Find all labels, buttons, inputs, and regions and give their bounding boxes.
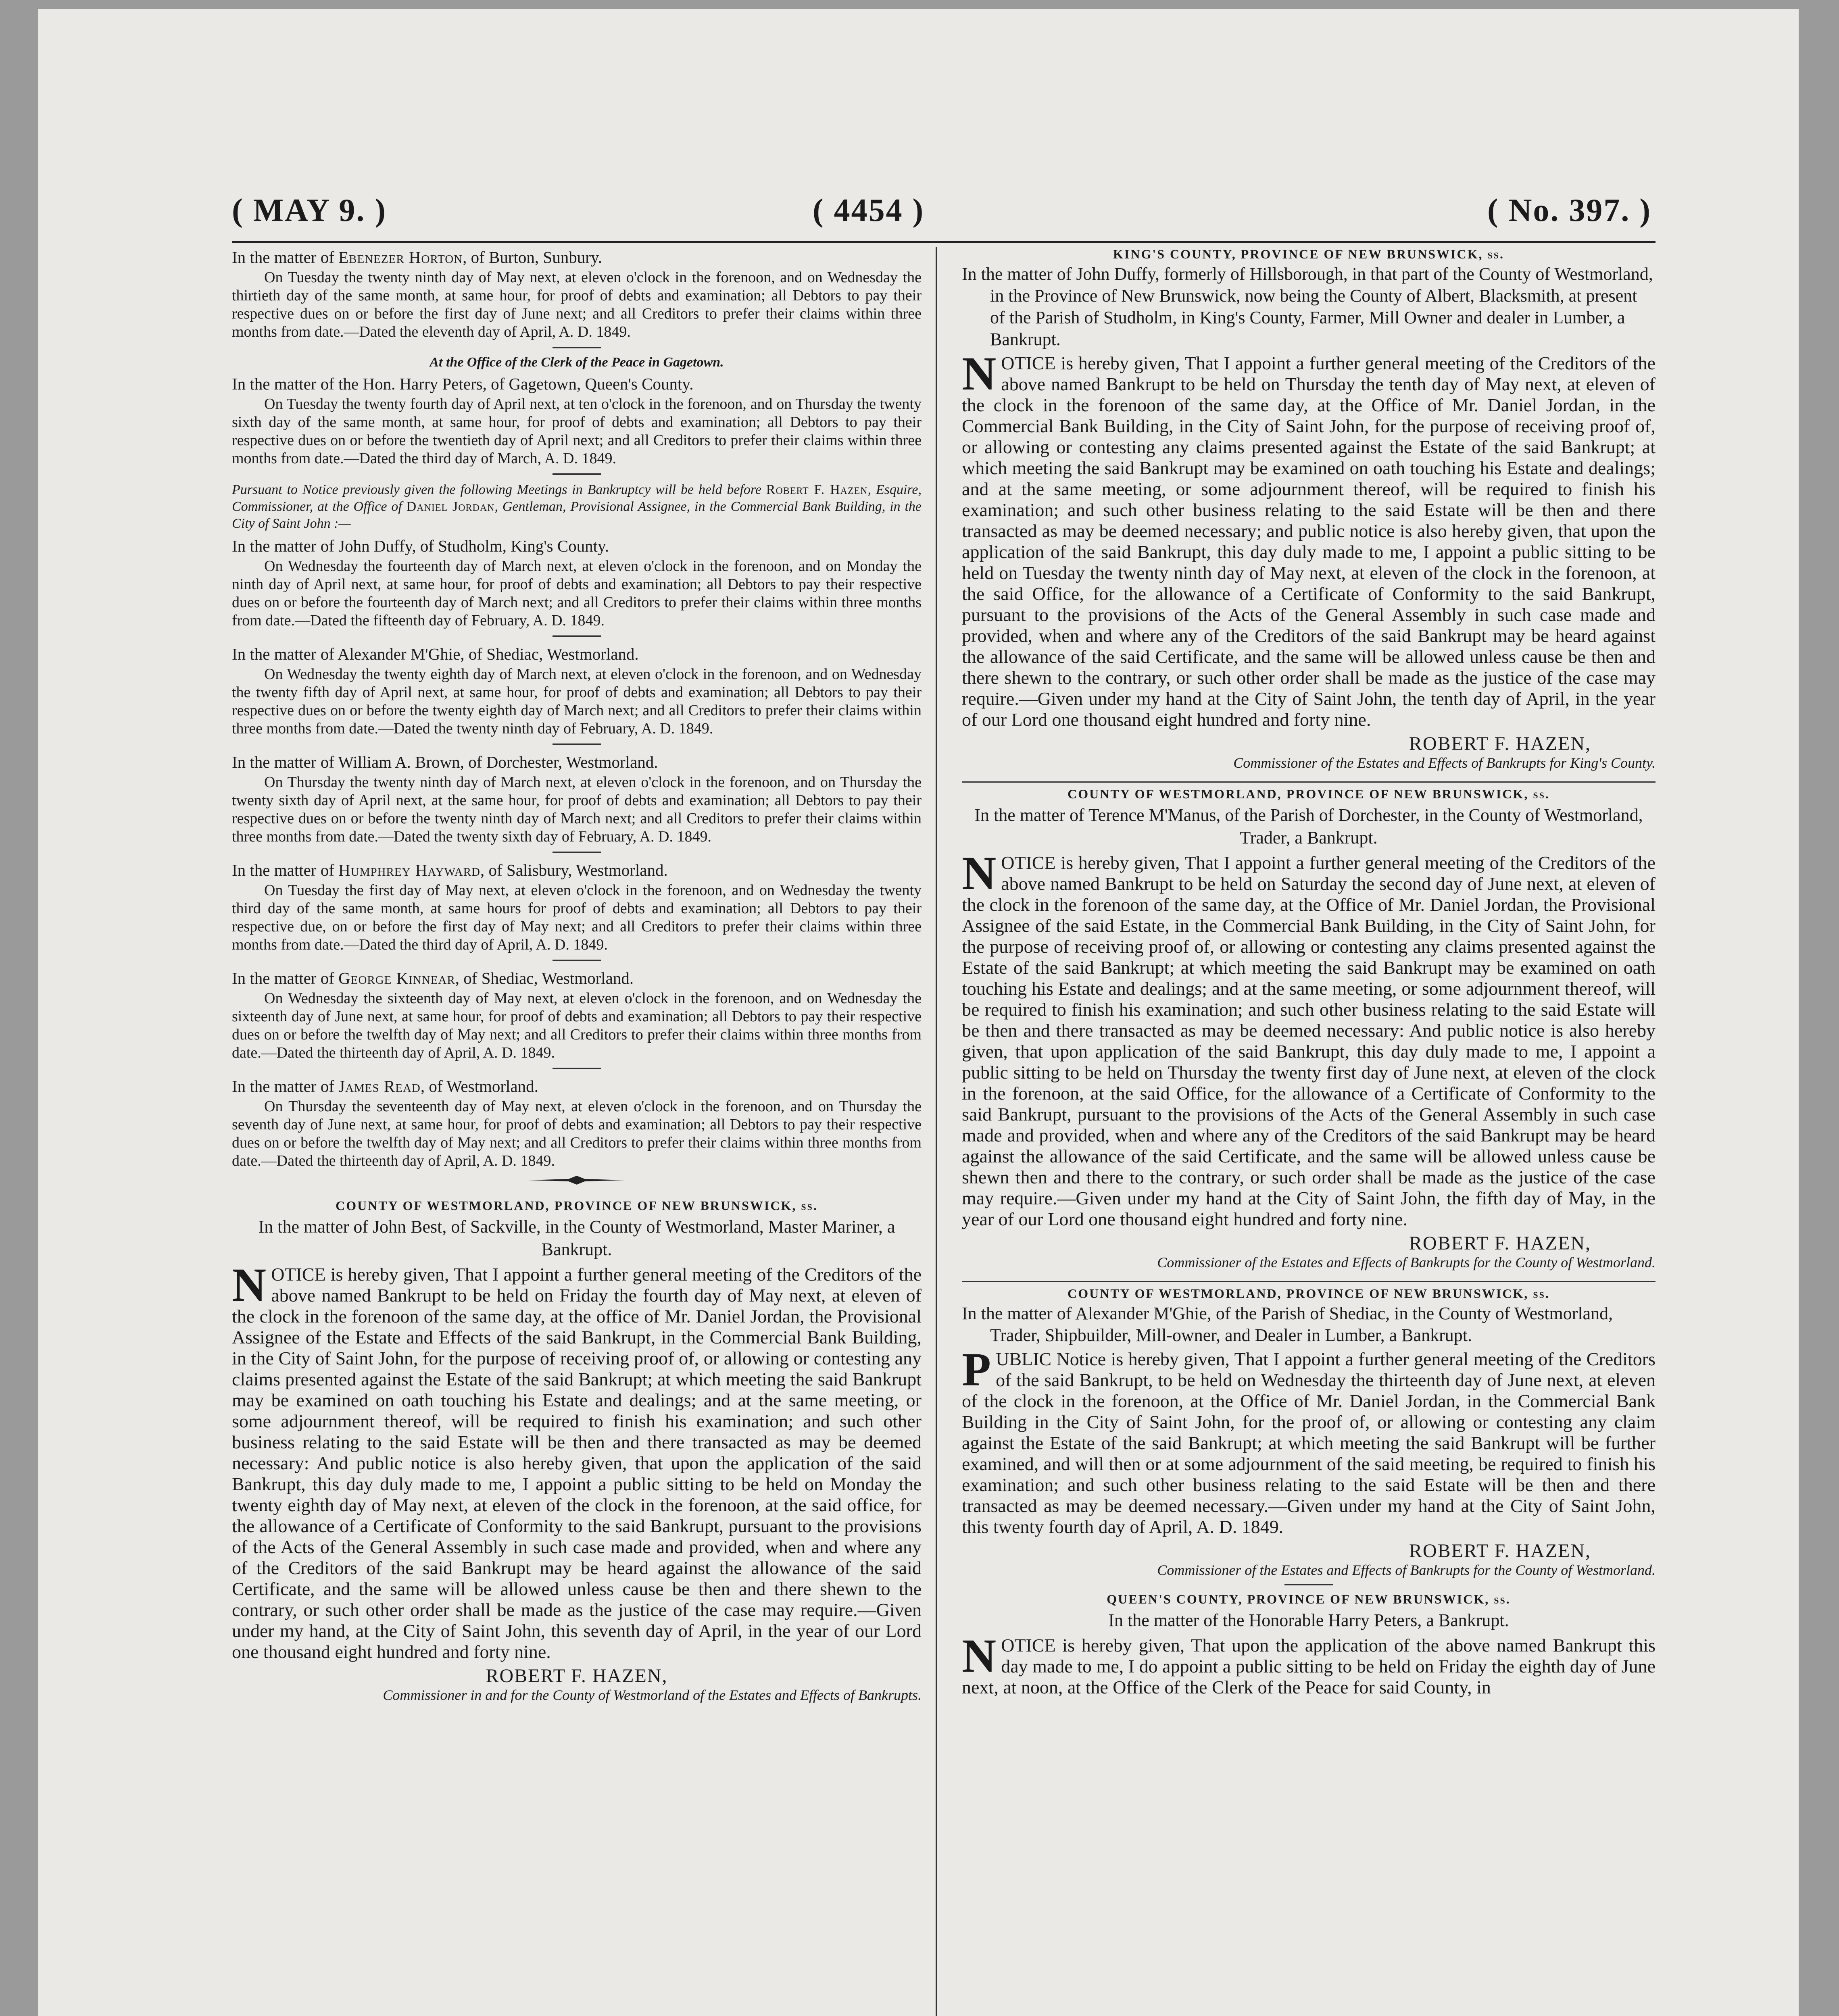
notice-body: NOTICE is hereby given, That I appoint a further general meeting of the Creditors of the above named Bankrupt to be held on Friday the fourth day of May next, at eleven of the clock in the forenoon of the same day, at the office of Mr. Daniel Jordan, the Provisional Assignee of the Estate and Effects of the said Bankrupt, in the Commercial Bank Building, in the City of Saint John, for the purpose of receiving proof of, or allowing or contesting any claims presented against the Estate of the said Bankrupt; at which meeting the said Bankrupt may be examined on oath touching his Estate and dealings; and at the same meeting, or some adjournment thereof, will be required to finish his examination; and such other business relating to the said Estate will be then and there transacted as may be deemed necessary: And public notice is also hereby given, that upon the application of the said Bankrupt, this day duly made to me, I appoint a public sitting to be held on Monday the twenty eighth day of May next, at eleven of the clock in the forenoon, at the said office, for the allowance of a Certificate of Conformity to the said Bankrupt, pursuant to the provisions of the Acts of the General Assembly in such case made and provided, when and where any of the Creditors of the said Bankrupt may be heard against the allowance of the said Certificate, and the same will be allowed unless cause be then and there shewn to the contrary, or such other order shall be made as the justice of the case may require.—Given under my hand, at the City of Saint John, this seventh day of April, in the year of our Lord one thousand eight hundred and forty nine.	[232, 1258, 922, 1662]
signature-title: Commissioner of the Estates and Effects of Bankrupts for the County of Westmorland.	[1157, 1562, 1656, 1578]
county-heading: KING'S COUNTY, PROVINCE OF NEW BRUNSWICK, ss.	[1113, 247, 1504, 261]
drop-cap: N	[962, 847, 997, 900]
notice-body: On Wednesday the sixteenth day of May next, at eleven o'clock in the forenoon, and on Wednesday the sixteenth day of June next, at same hour, for proof of debts and examination; all Debtors to pay their respective dues on or before the twelfth day of May next; and all Creditors to prefer their claims within three months from date.—Dated the thirteenth day of April, A. D. 1849.	[232, 990, 922, 1061]
matter-heading: In the matter of George Kinnear, of Shediac, Westmorland.	[232, 969, 634, 987]
ornament-icon	[528, 1174, 625, 1186]
divider	[962, 781, 1656, 783]
right-column	[962, 247, 1656, 1698]
notice-peters-bankrupt	[962, 1592, 1656, 1698]
pursuant-heading: Pursuant to Notice previously given the following Meetings in Bankruptcy will be held before Robert F. Hazen, Esquire, Commissioner, at the Office of Daniel Jordan, Gentleman, Provisional Assignee, in the Commercial Bank Building, in the City of Saint John :—	[232, 482, 922, 531]
drop-cap: N	[962, 1629, 997, 1682]
divider	[553, 1068, 601, 1069]
signature-title: Commissioner of the Estates and Effects of Bankrupts for King's County.	[1233, 755, 1656, 771]
signature-name: ROBERT F. HAZEN,	[486, 1665, 668, 1687]
county-heading: COUNTY OF WESTMORLAND, PROVINCE OF NEW BRUNSWICK, ss.	[1068, 787, 1550, 801]
notice-hayward-salisbury	[232, 860, 922, 954]
matter-heading: In the matter of Terence M'Manus, of the Parish of Dorchester, in the County of Westmorland, Trader, a Bankrupt.	[974, 805, 1643, 848]
notice-body: On Tuesday the twenty fourth day of April next, at ten o'clock in the forenoon, and on Thursday the twenty sixth day of the same month, at same hour, for proof of debts and examination; all Debtors to pay their respective dues on or before the twentieth day of April next; and all Creditors to prefer their claims within three months from date.—Dated the third day of March, A. D. 1849.	[232, 396, 922, 467]
drop-cap: P	[962, 1343, 991, 1396]
matter-heading: In the matter of the Honorable Harry Peters, a Bankrupt.	[1108, 1610, 1509, 1630]
notice-duffy-kings	[962, 247, 1656, 771]
header-date: ( MAY 9. )	[232, 193, 387, 228]
matter-heading: In the matter of Alexander M'Ghie, of Shediac, Westmorland.	[232, 645, 639, 663]
divider	[553, 744, 601, 745]
header-page-number: ( 4454 )	[813, 193, 925, 228]
notice-body: On Wednesday the twenty eighth day of March next, at eleven o'clock in the forenoon, and on Wednesday the twenty fifth day of April next, at same hour, for proof of debts and examination; all Debtors to pay their respective dues on or before the twenty eighth day of March next; and all Creditors to prefer their claims within three months from date.—Dated the twenty ninth day of February, A. D. 1849.	[232, 666, 922, 737]
notice-mcghie-bankrupt	[962, 1286, 1656, 1578]
divider	[553, 960, 601, 961]
header-rule	[232, 241, 1656, 243]
notice-body: On Tuesday the twenty ninth day of May next, at eleven o'clock in the forenoon, and on Wednesday the thirtieth day of the same month, at same hour, for proof of debts and examination; all Debtors to pay their respective dues on or before the first day of June next; and all Creditors to prefer their claims within three months from date.—Dated the eleventh day of April, A. D. 1849.	[232, 269, 922, 340]
divider	[553, 347, 601, 348]
notice-body: NOTICE is hereby given, That upon the application of the above named Bankrupt this day made to me, I do appoint a public sitting to be held on Friday the eighth day of June next, at noon, at the Office of the Clerk of the Peace for said County, in	[962, 1629, 1656, 1697]
county-heading: COUNTY OF WESTMORLAND, PROVINCE OF NEW BRUNSWICK, ss.	[336, 1198, 818, 1213]
matter-heading: In the matter of Ebenezer Horton, of Burton, Sunbury.	[232, 248, 602, 267]
matter-heading: In the matter of Humphrey Hayward, of Salisbury, Westmorland.	[232, 861, 668, 879]
left-column	[232, 247, 922, 1703]
matter-heading: In the matter of John Best, of Sackville, in the County of Westmorland, Master Mariner, a Bankrupt.	[258, 1217, 895, 1259]
matter-heading: In the matter of James Read, of Westmorland.	[232, 1077, 538, 1095]
signature-name: ROBERT F. HAZEN,	[1409, 733, 1591, 754]
matter-heading: In the matter of William A. Brown, of Dorchester, Westmorland.	[232, 753, 658, 771]
notice-body: NOTICE is hereby given, That I appoint a further general meeting of the Creditors of the above named Bankrupt to be held on Saturday the second day of June next, at eleven of the clock in the forenoon of the same day, at the Office of Mr. Daniel Jordan, the Provisional Assignee of the said Estate, in the Commercial Bank Building, in the City of Saint John, for the purpose of receiving proof of, or allowing or contesting any claims presented against the Estate of the said Bankrupt; at which meeting the said Bankrupt may be examined on oath touching his Estate and dealings; and at the same meeting, or some adjournment thereof, will be required to finish his examination; and such other business relating to the said Estate will be then and there transacted as may be deemed necessary: And public notice is also hereby given, that upon application of the said Bankrupt, this day duly made to me, I appoint a public sitting to be held on Thursday the twenty first day of June next, at eleven of the clock in the forenoon, at the said Office, for the allowance of a Certificate of Conformity to the said Bankrupt, pursuant to the provisions of the Acts of the General Assembly in such case made and provided, when and where any of the Creditors of the said Bankrupt may be heard against the allowance of the said Certificate, and the same will be allowed unless cause be shewn then and there to the contrary, or such order shall be made as the justice of the case may require.—Given under my hand at the City of Saint John, the fifth day of May, in the year of our Lord one thousand eight hundred and forty nine.	[962, 847, 1656, 1229]
notice-best-sackville	[232, 1198, 922, 1703]
notice-body: NOTICE is hereby given, That I appoint a further general meeting of the Creditors of the above named Bankrupt to be held on Thursday the tenth day of May next, at eleven of the clock in the forenoon of the same day, at the Office of Mr. Daniel Jordan, in the Commercial Bank Building, in the City of Saint John, for the purpose of receiving proof of, or allowing or contesting any claims presented against the Estate of the said Bankrupt; at which meeting the said Bankrupt may be examined on oath touching his Estate and dealings; and at the same meeting, or some adjournment thereof, will be required to finish his examination; and such other business relating to the said Estate will be then and there transacted as may be deemed necessary; and public notice is also hereby given, that upon the application of the said Bankrupt, this day duly made to me, I appoint a public sitting to be held on Tuesday the twenty ninth day of May next, at eleven of the clock in the forenoon, at the said Office, for the allowance of a Certificate of Conformity to the said Bankrupt, pursuant to the provisions of the Acts of the General Assembly in such case made and provided, when and where any of the Creditors of the said Bankrupt may be heard against the allowance of the said Certificate, and the same will be allowed unless cause be then and there shewn to the contrary, or such other order shall be made as the justice of the case may require.—Given under my hand at the City of Saint John, the tenth day of April, in the year of our Lord one thousand eight hundred and forty nine.	[962, 347, 1656, 730]
matter-heading: In the matter of John Duffy, of Studholm, King's County.	[232, 537, 609, 555]
notice-body: On Tuesday the first day of May next, at eleven o'clock in the forenoon, and on Wednesday the twenty third day of the same month, at same hours for proof of debts and examination; all Debtors to pay their respective due, on or before the first day of May next; and all Creditors to prefer their claims within three months from date.—Dated the third day of April, A. D. 1849.	[232, 882, 922, 953]
header-issue-number: ( No. 397. )	[1487, 193, 1651, 228]
notice-kinnear-shediac	[232, 968, 922, 1062]
signature-title: Commissioner of the Estates and Effects of Bankrupts for the County of Westmorland.	[1157, 1254, 1656, 1270]
divider	[553, 635, 601, 637]
drop-cap: N	[232, 1258, 267, 1311]
notice-body: On Thursday the seventeenth day of May next, at eleven o'clock in the forenoon, and on Thursday the seventh day of June next, at same hour, for proof of debts and examination; all Debtors to pay their respective dues on or before the twelfth day of May next; and all Creditors to prefer their claims within three months from date.—Dated the thirteenth day of April, A. D. 1849.	[232, 1098, 922, 1169]
page-header	[232, 192, 1651, 233]
matter-heading: In the matter of Alexander M'Ghie, of the Parish of Shediac, in the County of Westmorland, Trader, Shipbuilder, Mill-owner, and Dealer in Lumber, a Bankrupt.	[962, 1304, 1613, 1345]
notice-duffy-studholm	[232, 535, 922, 630]
notice-horton	[232, 247, 922, 341]
notice-caption: At the Office of the Clerk of the Peace in Gagetown.	[430, 355, 724, 370]
column-divider	[936, 247, 937, 2016]
notice-mcmanus	[962, 787, 1656, 1270]
divider	[553, 473, 601, 475]
notice-body: On Thursday the twenty ninth day of March next, at eleven o'clock in the forenoon, and on Thursday the twenty sixth day of April next, at the same hour, for proof of debts and examination; all Debtors to pay their respective dues on or before the twenty ninth day of March next; and all Creditors to prefer their claims within three months from date.—Dated the twenty sixth day of February, A. D. 1849.	[232, 774, 922, 845]
notice-brown-dorchester	[232, 752, 922, 846]
notice-body: On Wednesday the fourteenth day of March next, at eleven o'clock in the forenoon, and on Monday the ninth day of April next, at same hour, for proof of debts and examination; all Debtors to pay their respective dues on or before the fourteenth day of March next; and all Creditors to prefer their claims within three months from date.—Dated the fifteenth day of February, A. D. 1849.	[232, 558, 922, 629]
county-heading: COUNTY OF WESTMORLAND, PROVINCE OF NEW BRUNSWICK, ss.	[1068, 1286, 1550, 1301]
signature-name: ROBERT F. HAZEN,	[1409, 1233, 1591, 1254]
divider	[553, 852, 601, 853]
drop-cap: N	[962, 347, 997, 400]
divider	[962, 1281, 1656, 1282]
matter-heading: In the matter of John Duffy, formerly of Hillsborough, in that part of the County of Westmorland, in the Province of New Brunswick, now being the County of Albert, Blacksmith, at present of the Parish of Studholm, in King's County, Farmer, Mill Owner and dealer in Lumber, a Bankrupt.	[962, 264, 1653, 349]
signature-name: ROBERT F. HAZEN,	[1409, 1540, 1591, 1562]
newspaper-page	[38, 9, 1799, 2016]
notice-body: PUBLIC Notice is hereby given, That I appoint a further general meeting of the Creditors of the said Bankrupt, to be held on Wednesday the thirteenth day of June next, at eleven of the clock in the forenoon, at the Office of Mr. Daniel Jordan, in the Commercial Bank Building in the City of Saint John, for the proof of, or allowing or contesting any claim against the Estate of the said Bankrupt; at which meeting the said Bankrupt will be further examined, and will then or at some adjournment of the said meeting, be required to finish his examination; and such other business relating to the said Estate will be then and there transacted as may be deemed necessary.—Given under my hand at the City of Saint John, this twenty fourth day of April, A. D. 1849.	[962, 1343, 1656, 1537]
matter-heading: In the matter of the Hon. Harry Peters, of Gagetown, Queen's County.	[232, 375, 694, 393]
notice-read-westmorland	[232, 1076, 922, 1170]
notice-peters-gagetown	[232, 355, 922, 468]
divider	[1284, 1584, 1333, 1585]
county-heading: QUEEN'S COUNTY, PROVINCE OF NEW BRUNSWICK, ss.	[1107, 1592, 1511, 1606]
fleuron-ornament	[232, 1174, 922, 1186]
notice-mcghie-shediac	[232, 644, 922, 738]
signature-title: Commissioner in and for the County of Westmorland of the Estates and Effects of Bankrupts.	[383, 1687, 922, 1703]
